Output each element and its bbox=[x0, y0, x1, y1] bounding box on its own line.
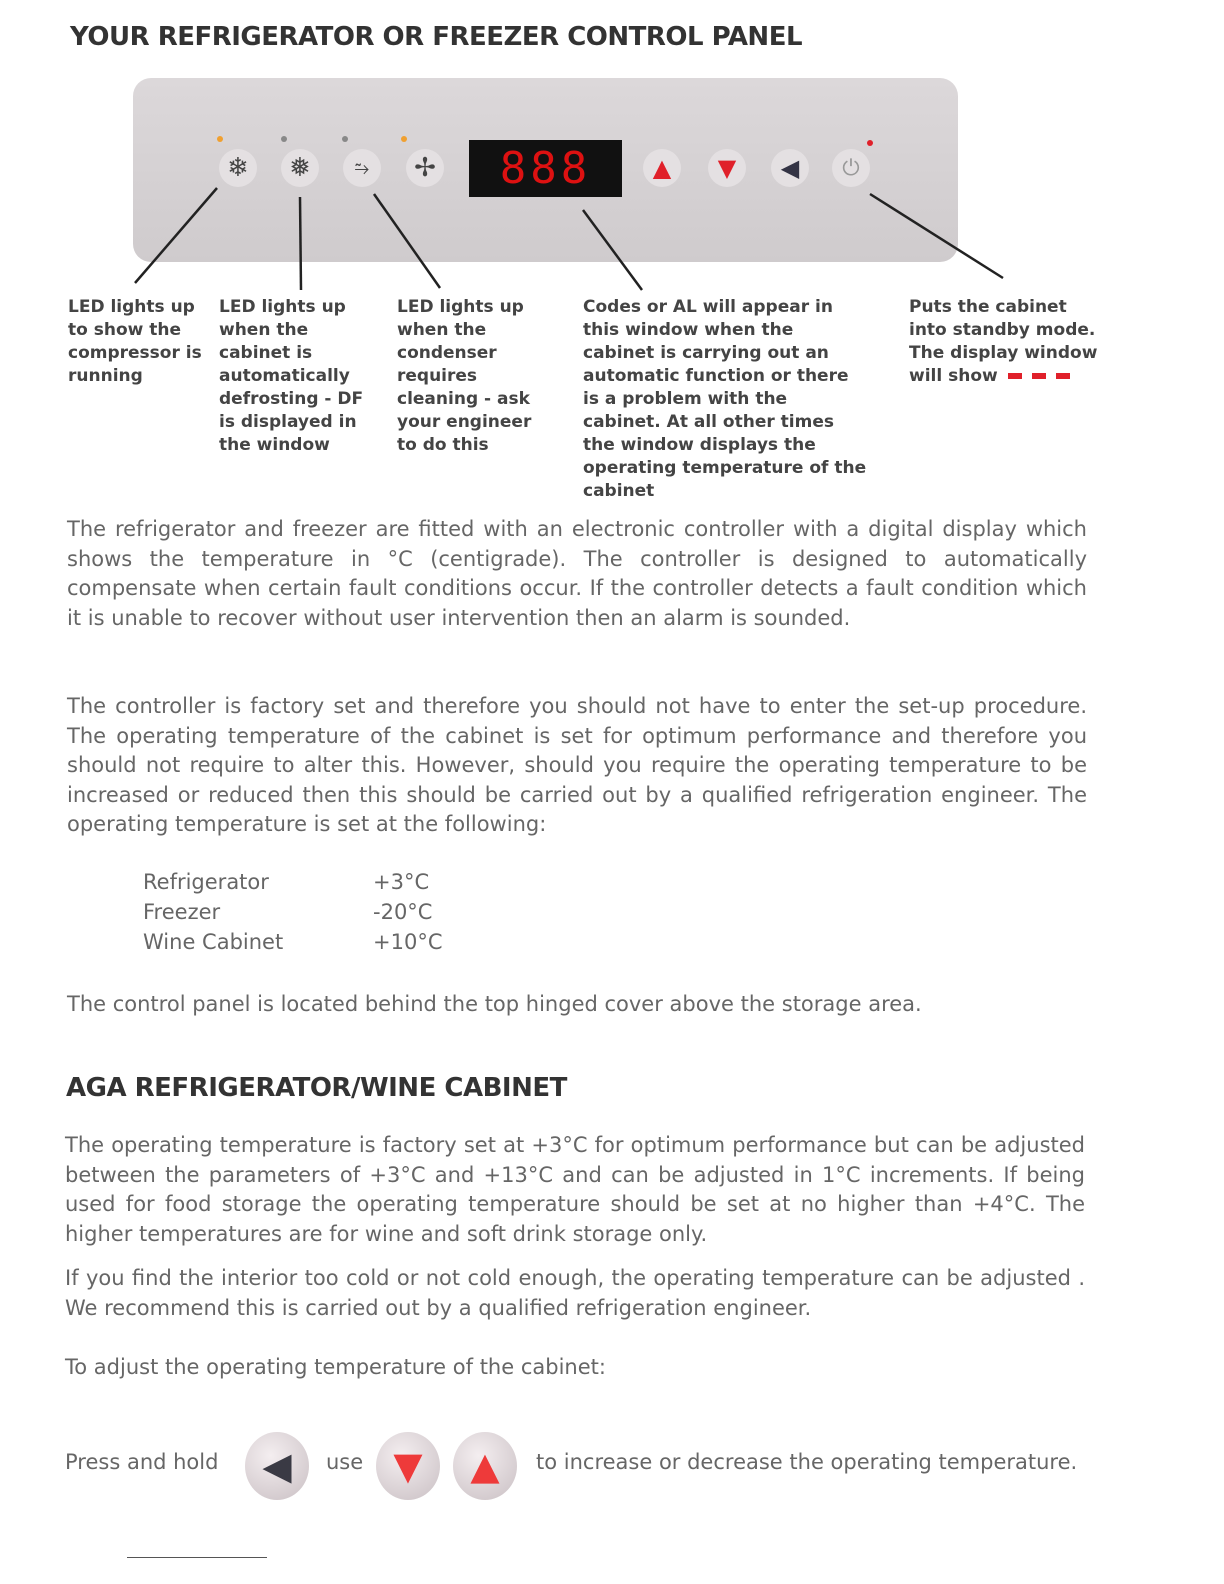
setting-name: Wine Cabinet bbox=[143, 930, 284, 954]
digital-display: 888 bbox=[469, 140, 622, 197]
paragraph-factory-set: The controller is factory set and therefore you should not have to enter the set-up procedure. The operating temperature of the cabinet is set for optimum performance and therefore you should not require to alter this. However, should you require the operating temperature to be increased or reduced then this should be carried out by a qualified refrigeration engineer. The operating temperature is set at the following: bbox=[67, 694, 1087, 836]
dash-symbol bbox=[1008, 373, 1022, 379]
condenser-icon: ⥲ bbox=[343, 149, 381, 187]
arrow-compressor bbox=[135, 188, 217, 283]
setting-temp: +3°C bbox=[373, 870, 430, 894]
dash-symbol bbox=[1056, 373, 1070, 379]
up-arrow-button-icon: ▲ bbox=[453, 1432, 517, 1500]
setting-row bbox=[143, 900, 433, 924]
setting-temp: +10°C bbox=[373, 930, 443, 954]
caption-display: Codes or AL will appear in this window when the cabinet is carrying out an automatic function or there is a problem with the cabinet. At all other times the window displays the operating temperature of the cabinet bbox=[583, 297, 867, 501]
left-arrow-icon: ◀ bbox=[771, 149, 809, 187]
paragraph-how-to: To adjust the operating temperature of the cabinet: bbox=[65, 1355, 606, 1379]
setting-row bbox=[143, 870, 430, 894]
arrow-defrost bbox=[300, 197, 301, 290]
instruction-press: Press and hold bbox=[65, 1450, 219, 1474]
setting-temp: -20°C bbox=[373, 900, 433, 924]
pointer-arrows bbox=[0, 0, 1224, 300]
fan-icon: ✢ bbox=[406, 149, 444, 187]
paragraph-factory-temp: The operating temperature is factory set at +3°C for optimum performance but can be adjusted between the parameters of +3°C and +13°C and can be adjusted in 1°C increments. If being used for food storage the operating temperature should be set at no higher than +4°C. The higher temperatures are for wine and soft drink storage only. bbox=[65, 1133, 1085, 1246]
down-arrow-icon: ▼ bbox=[708, 149, 746, 187]
down-arrow-button-icon: ▼ bbox=[376, 1432, 440, 1500]
snowflake-icon: ❄ bbox=[219, 149, 257, 187]
defrost-icon: ❅ bbox=[281, 149, 319, 187]
instruction-use: use bbox=[326, 1450, 364, 1474]
setting-name: Freezer bbox=[143, 900, 221, 924]
arrow-condenser bbox=[374, 194, 440, 288]
caption-standby bbox=[909, 296, 1104, 388]
instruction-rest: to increase or decrease the operating temperature. bbox=[536, 1450, 1078, 1474]
caption-condenser: LED lights up when the condenser requires cleaning - ask your engineer to do this bbox=[397, 297, 532, 455]
up-arrow-icon: ▲ bbox=[643, 149, 681, 187]
left-arrow-button-icon: ◀ bbox=[245, 1432, 309, 1500]
footnote-rule bbox=[127, 1557, 267, 1558]
caption-compressor: LED lights up to show the compressor is running bbox=[68, 297, 202, 386]
caption-defrost: LED lights up when the cabinet is automatically defrosting - DF is displayed in the window bbox=[219, 297, 364, 455]
dash-symbol bbox=[1032, 373, 1046, 379]
setting-row bbox=[143, 930, 443, 954]
power-icon: ⏻ bbox=[832, 149, 870, 187]
section-heading: AGA REFRIGERATOR/WINE CABINET bbox=[66, 1073, 567, 1103]
setting-name: Refrigerator bbox=[143, 870, 269, 894]
arrow-power bbox=[870, 194, 1003, 278]
paragraph-controller: The refrigerator and freezer are fitted with an electronic controller with a digital display which shows the temperature in °C (centigrade). The controller is designed to automatically compensate when certain fault conditions occur. If the controller detects a fault condition which it is unable to recover without user intervention then an alarm is sounded. bbox=[67, 517, 1087, 630]
caption-standby-text: Puts the cabinet into standby mode. The display window will show bbox=[909, 297, 1098, 386]
location-note: The control panel is located behind the top hinged cover above the storage area. bbox=[67, 992, 922, 1016]
page-title: YOUR REFRIGERATOR OR FREEZER CONTROL PANEL bbox=[70, 22, 803, 52]
arrow-display bbox=[583, 210, 642, 290]
paragraph-adjust: If you find the interior too cold or not cold enough, the operating temperature can be adjusted . We recommend this is carried out by a qualified refrigeration engineer. bbox=[65, 1266, 1085, 1320]
